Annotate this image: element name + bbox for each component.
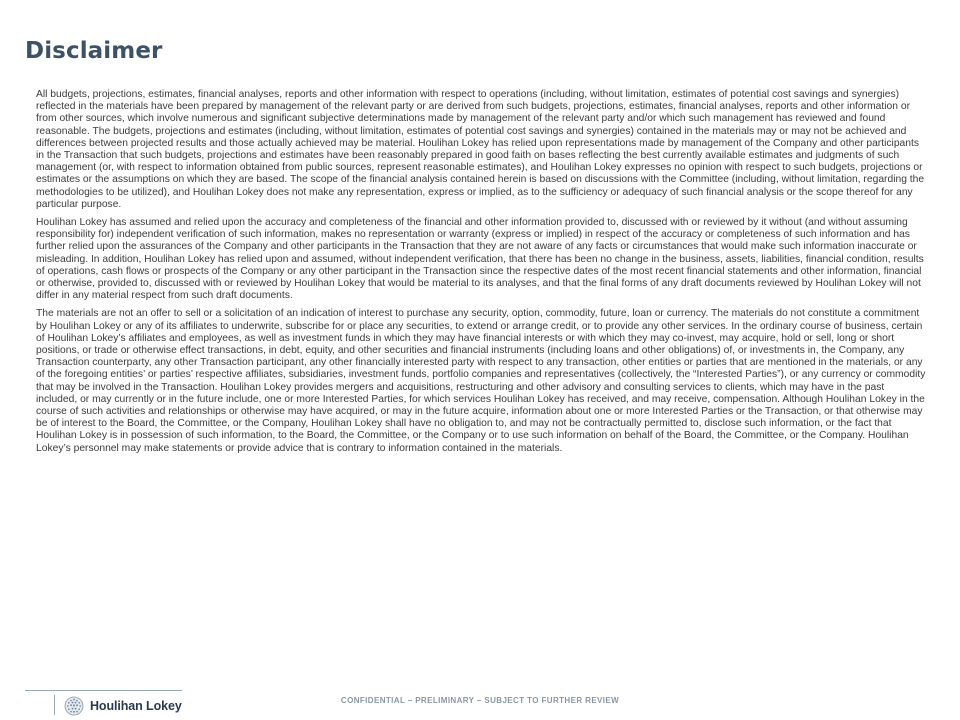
confidentiality-notice: CONFIDENTIAL – PRELIMINARY – SUBJECT TO FURTHER REVIEW xyxy=(340,696,620,705)
logo-text: Houlihan Lokey xyxy=(90,699,182,713)
disclaimer-paragraph-1: All budgets, projections, estimates, financial analyses, reports and other information with respect to operations (including, without limitation, estimates of potential cost savings and synergies) reflected in the materials have been prepared by management of the relevant party or are derived from such budgets, projections, estimates, financial analyses, reports and other information or from other sources, which involve numerous and significant subjective determinations made by management of the relevant party and/or which such management has reviewed and found reasonable. The budgets, projections and estimates (including, without limitation, estimates of potential cost savings and synergies) contained in the materials may or may not be achieved and differences between projected results and those actually achieved may be material. Houlihan Lokey has relied upon representations made by management of the Company and other participants in the Transaction that such budgets, projections and estimates have been reasonably prepared in good faith on bases reflecting the best currently available estimates and judgments of such management (or, with respect to information obtained from public sources, represent reasonable estimates), and Houlihan Lokey expresses no opinion with respect to such budgets, projections or estimates or the assumptions on which they are based. The scope of the financial analysis contained herein is based on discussions with the Committee (including, without limitation, regarding the methodologies to be utilized), and Houlihan Lokey does not make any representation, express or implied, as to the sufficiency or adequacy of such financial analysis or the scope thereof for any particular purpose. xyxy=(36,89,925,210)
disclaimer-body xyxy=(36,89,926,461)
disclaimer-paragraph-3: The materials are not an offer to sell or a solicitation of an indication of interest to purchase any security, option, commodity, future, loan or currency. The materials do not constitute a commitment by Houlihan Lokey or any of its affiliates to underwrite, subscribe for or place any securities, to extend or arrange credit, or to provide any other services. In the ordinary course of business, certain of Houlihan Lokey’s affiliates and employees, as well as investment funds in which they may have financial interests or with which they may co-invest, may acquire, hold or sell, long or short positions, or trade or otherwise effect transactions, in debt, equity, and other securities and financial instruments (including loans and other obligations) of, or investments in, the Company, any Transaction counterparty, any other Transaction participant, any other financially interested party with respect to any transaction, other entities or parties that are mentioned in the materials, or any of the foregoing entities’ or parties’ respective affiliates, subsidiaries, investment funds, portfolio companies and representatives (collectively, the “Interested Parties”), or any currency or commodity that may be involved in the Transaction. Houlihan Lokey provides mergers and acquisitions, restructuring and other advisory and consulting services to clients, which may have in the past included, or may currently or in the future include, one or more Interested Parties, for which services Houlihan Lokey has received, and may receive, compensation. Although Houlihan Lokey in the course of such activities and relationships or otherwise may have acquired, or may in the future acquire, information about one or more Interested Parties or the Transaction, or that otherwise may be of interest to the Board, the Committee, or the Company, Houlihan Lokey shall have no obligation to, and may not be contractually permitted to, disclose such information, or the fact that Houlihan Lokey is in possession of such information, to the Board, the Committee, or the Company or to use such information on behalf of the Board, the Committee, or the Company. Houlihan Lokey’s personnel may make statements or provide advice that is contrary to information contained in the materials. xyxy=(36,308,926,454)
page-title: Disclaimer xyxy=(25,38,163,64)
footer-divider xyxy=(25,690,182,691)
disclaimer-paragraph-2: Houlihan Lokey has assumed and relied upon the accuracy and completeness of the financial and other information provided to, discussed with or reviewed by it without (and without assuming responsibility for) independent verification of such information, makes no representation or warranty (express or implied) in respect of the accuracy or completeness of such information and has further relied upon the assurances of the Company and other participants in the Transaction that they are not aware of any facts or circumstances that would make such information inaccurate or misleading. In addition, Houlihan Lokey has relied upon and assumed, without independent verification, that there has been no change in the business, assets, liabilities, financial condition, results of operations, cash flows or prospects of the Company or any other participant in the Transaction since the respective dates of the most recent financial statements and other information, financial or otherwise, provided to, discussed with or reviewed by Houlihan Lokey that would be material to its analyses, and that the final forms of any draft documents reviewed by Houlihan Lokey will not differ in any material respect from such draft documents. xyxy=(36,217,924,302)
